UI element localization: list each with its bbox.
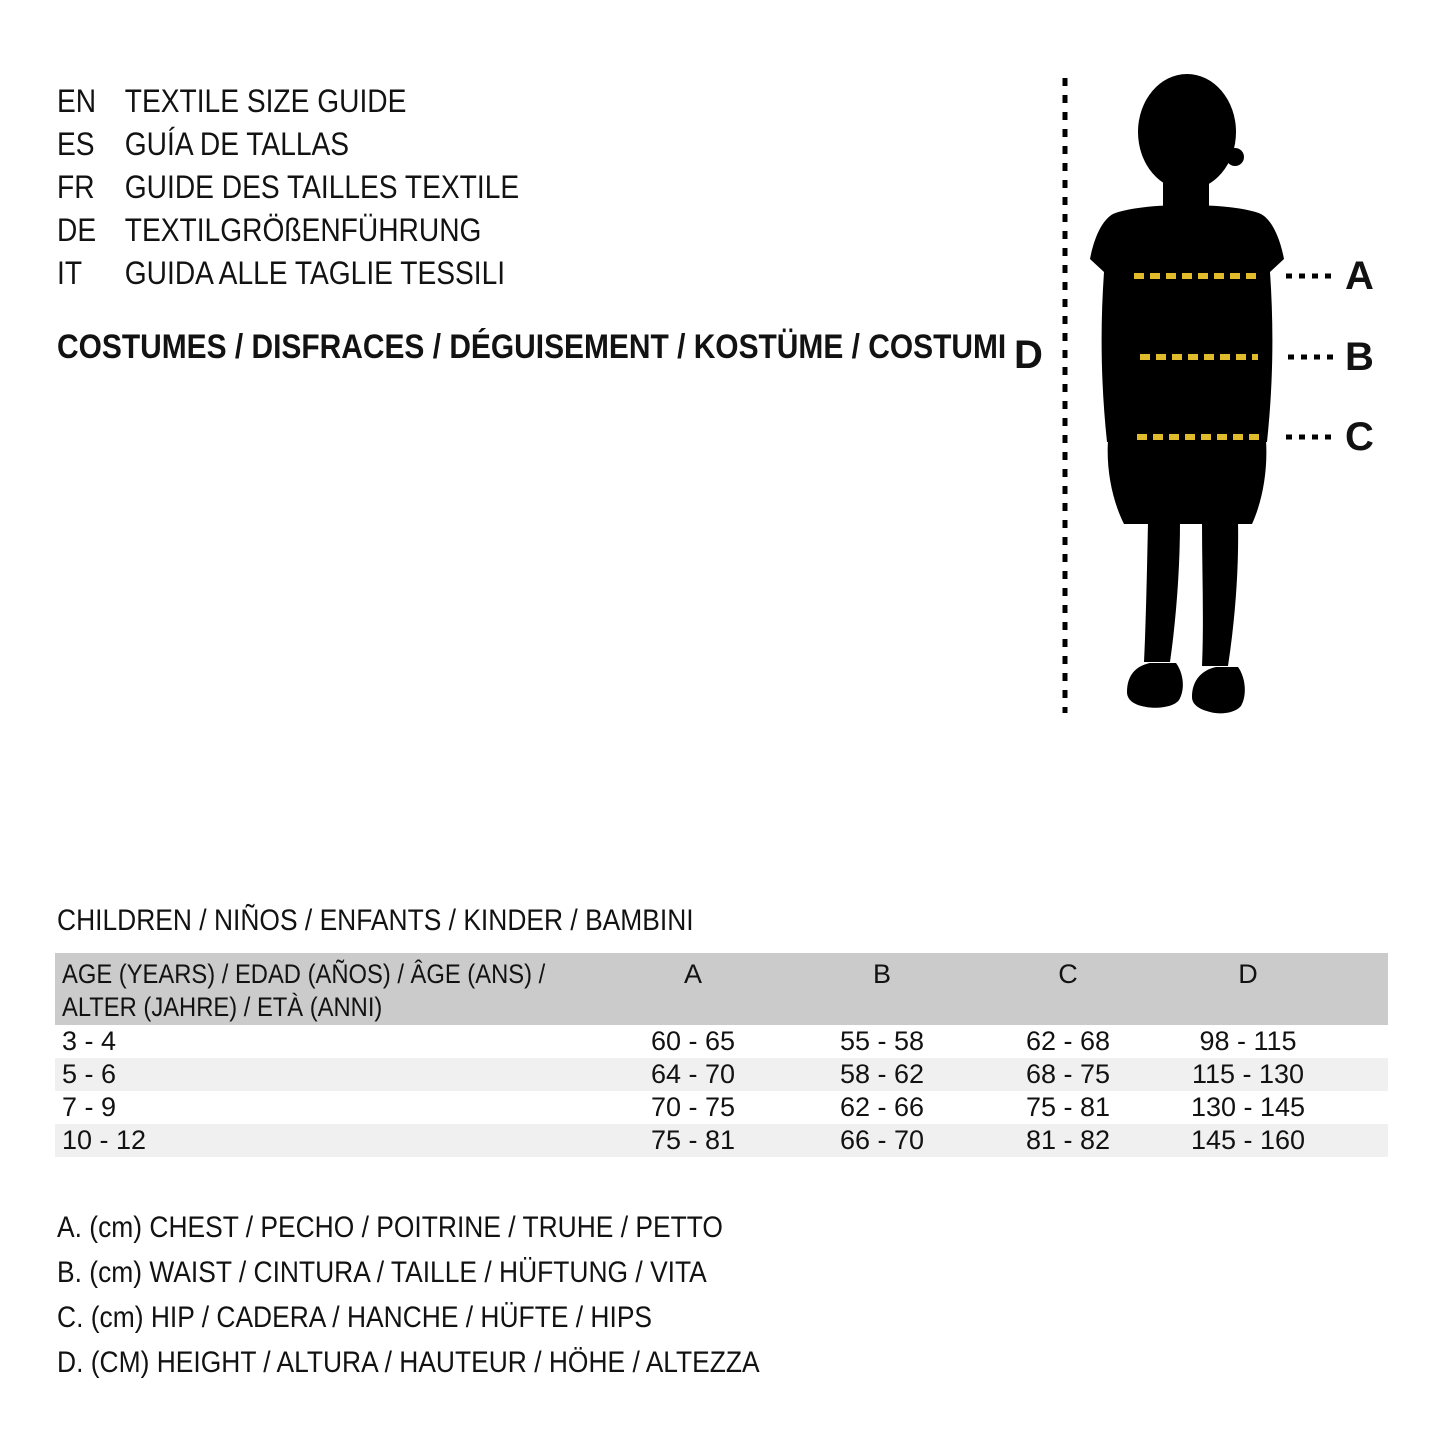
language-title: GUIDE DES TAILLES TEXTILE — [124, 169, 520, 205]
table-row — [55, 1058, 1388, 1091]
waist-cell: 55 - 58 — [839, 1026, 925, 1056]
height-label-d: D — [1014, 333, 1043, 377]
height-cell: 98 - 115 — [1199, 1026, 1297, 1056]
language-row-it — [57, 252, 519, 295]
chest-cell: 60 - 65 — [650, 1026, 736, 1056]
age-cell: 5 - 6 — [62, 1059, 117, 1089]
silhouette-left-leg — [1144, 522, 1180, 662]
category-title-text: COSTUMES / DISFRACES / DÉGUISEMENT / KOSTÜME / COSTUMI — [57, 328, 1007, 366]
chest-cell: 75 - 81 — [650, 1125, 736, 1155]
height-cell: 130 - 145 — [1190, 1092, 1306, 1122]
silhouette-left-shoe — [1127, 663, 1183, 708]
child-silhouette — [1090, 74, 1284, 713]
age-header-line1 — [62, 959, 611, 989]
language-row-en — [57, 80, 519, 123]
chest-cell: 64 - 70 — [650, 1059, 736, 1089]
children-section-title — [57, 903, 780, 939]
language-code: DE — [57, 212, 97, 248]
language-title: TEXTILGRÖßENFÜHRUNG — [124, 212, 482, 248]
age-header-line1-text: AGE (YEARS) / EDAD (AÑOS) / ÂGE (ANS) / — [62, 959, 546, 989]
column-header-d: D — [1238, 959, 1258, 989]
chest-label-a: A — [1345, 254, 1374, 298]
height-cell: 145 - 160 — [1190, 1125, 1306, 1155]
chest-cell: 70 - 75 — [650, 1092, 736, 1122]
silhouette-right-leg — [1202, 522, 1238, 666]
legend-height: D. (CM) HEIGHT / ALTURA / HAUTEUR / HÖHE / ALTEZZA — [57, 1346, 760, 1379]
hip-cell: 81 - 82 — [1025, 1125, 1111, 1155]
children-section-title-text: CHILDREN / NIÑOS / ENFANTS / KINDER / BAMBINI — [57, 904, 694, 937]
language-row-de — [57, 209, 519, 252]
age-header-line2-text: ALTER (JAHRE) / ETÀ (ANNI) — [62, 992, 383, 1022]
age-cell: 7 - 9 — [62, 1092, 117, 1122]
language-title: GUIDA ALLE TAGLIE TESSILI — [124, 255, 506, 291]
hip-cell: 68 - 75 — [1025, 1059, 1111, 1089]
height-cell: 115 - 130 — [1191, 1059, 1305, 1089]
legend-chest: A. (cm) CHEST / PECHO / POITRINE / TRUHE / PETTO — [57, 1211, 723, 1244]
language-title: TEXTILE SIZE GUIDE — [124, 83, 407, 119]
children-size-table — [55, 953, 1388, 1159]
language-code: FR — [57, 169, 95, 205]
age-cell: 10 - 12 — [62, 1125, 147, 1155]
language-code: ES — [57, 126, 95, 162]
legend-hip: C. (cm) HIP / CADERA / HANCHE / HÜFTE / HIPS — [57, 1301, 653, 1334]
hip-label-c: C — [1345, 415, 1374, 459]
hip-cell: 62 - 68 — [1025, 1026, 1111, 1056]
waist-cell: 66 - 70 — [839, 1125, 925, 1155]
column-header-c: C — [1058, 959, 1078, 989]
language-row-fr — [57, 166, 519, 209]
category-title — [57, 328, 1136, 366]
silhouette-ear — [1226, 148, 1244, 166]
hip-cell: 75 - 81 — [1025, 1092, 1111, 1122]
child-measurement-figure — [1000, 55, 1445, 730]
waist-cell: 58 - 62 — [839, 1059, 925, 1089]
column-header-b: B — [872, 959, 892, 989]
column-header-a: A — [683, 959, 703, 989]
legend-waist: B. (cm) WAIST / CINTURA / TAILLE / HÜFTUNG / VITA — [57, 1256, 707, 1289]
language-row-es — [57, 123, 519, 166]
language-code: EN — [57, 83, 97, 119]
table-row — [55, 1124, 1388, 1157]
measurement-legend — [57, 1205, 855, 1385]
language-title: GUÍA DE TALLAS — [124, 126, 350, 162]
silhouette-torso — [1090, 205, 1284, 442]
language-list — [57, 80, 582, 295]
table-header — [55, 953, 1388, 1025]
waist-cell: 62 - 66 — [839, 1092, 925, 1122]
waist-label-b: B — [1345, 335, 1374, 379]
table-row — [55, 1091, 1388, 1124]
language-code: IT — [57, 255, 83, 291]
silhouette-right-shoe — [1192, 667, 1245, 713]
table-row — [55, 1025, 1388, 1058]
silhouette-shorts — [1108, 440, 1267, 524]
age-header-line2 — [62, 992, 426, 1022]
age-cell: 3 - 4 — [62, 1026, 117, 1056]
